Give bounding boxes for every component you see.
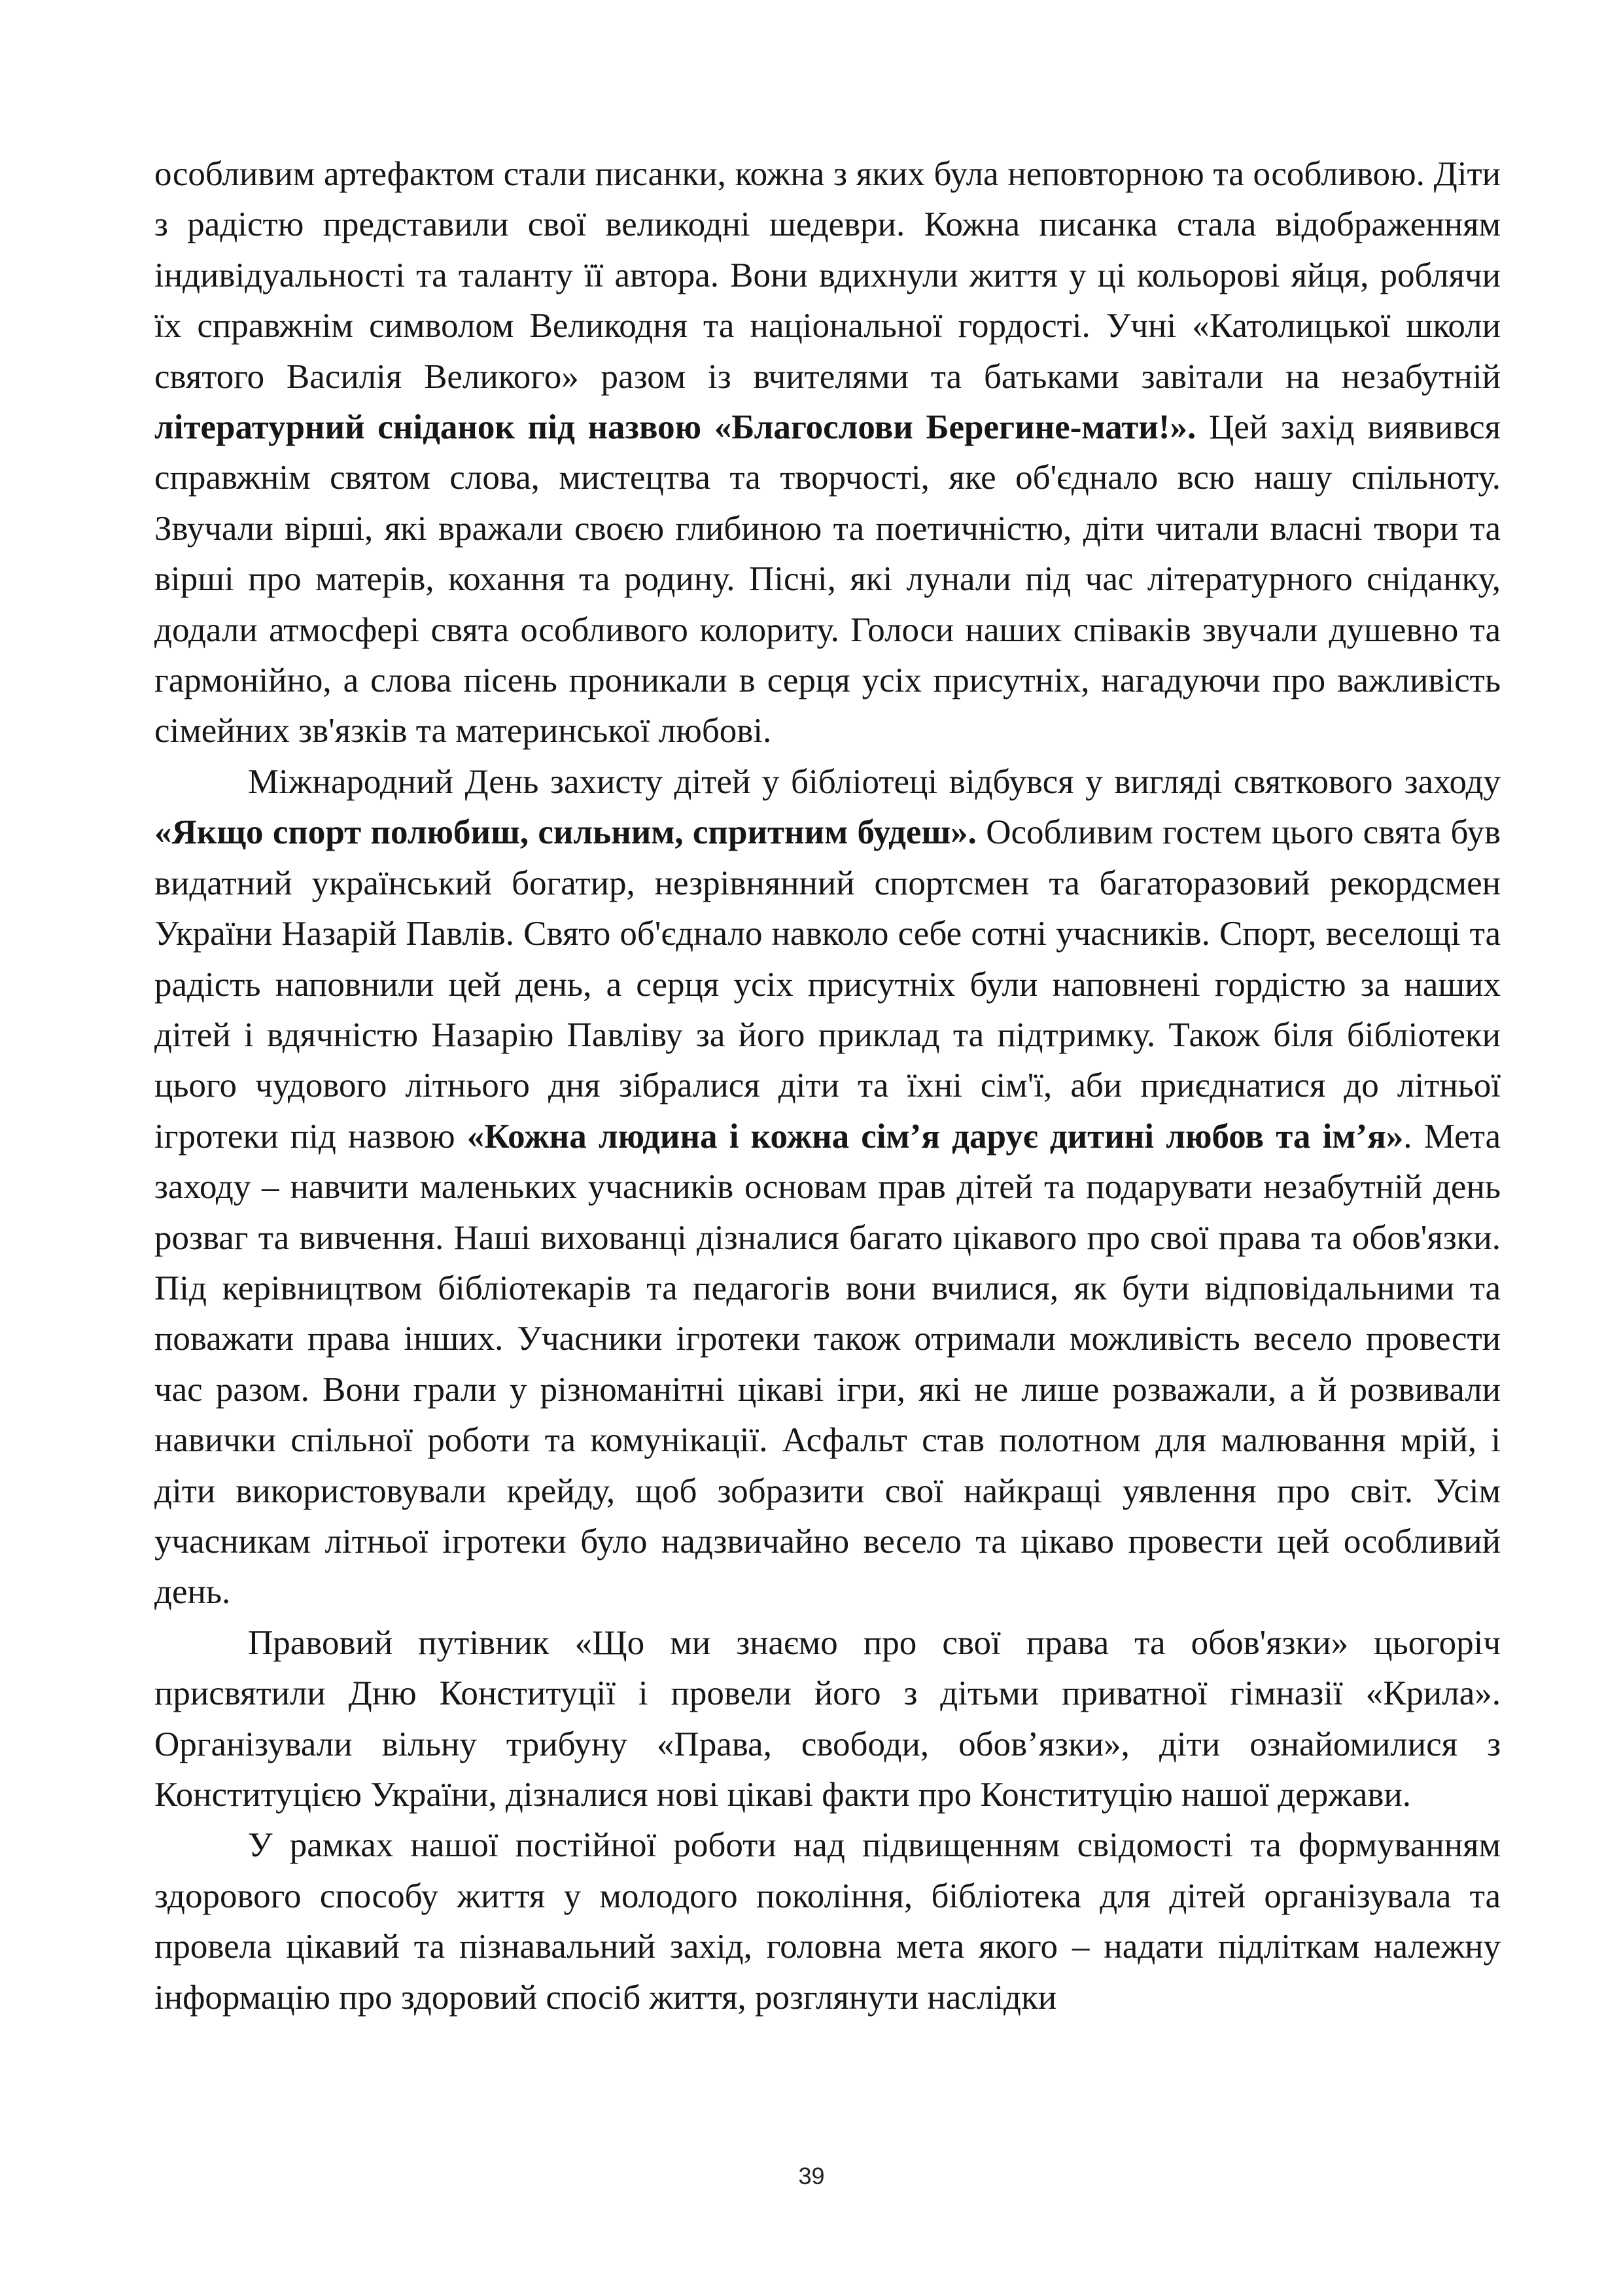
document-body [154,149,1501,2023]
bold-title-run: «Якщо спорт полюбиш, сильним, спритним будеш». [154,813,977,852]
text-run: Цей захід виявився справжнім святом слова, мистецтва та творчості, яке об'єднало всю нашу спільноту. Звучали вірші, які вражали своєю глибиною та поетичністю, діти читали власні твори та вірші про матерів, кохання та родину. Пісні, які лунали під час літературного сніданку, додали атмосфері свята особливого колориту. Голоси наших співаків звучали душевно та гармонійно, а слова пісень проникали в серця усіх присутніх, нагадуючи про важливість сімейних зв'язків та материнської любові. [154,408,1501,751]
text-run: Міжнародний День захисту дітей у бібліотеці відбувся у вигляді святкового заходу [248,762,1501,801]
paragraph [154,1618,1501,1821]
text-run: У рамках нашої постійної роботи над підвищенням свідомості та формуванням здорового способу життя у молодого покоління, бібліотека для дітей організувала та провела цікавий та пізнавальний захід, головна мета якого – надати підліткам належну інформацію про здоровий спосіб життя, розглянути наслідки [154,1826,1501,2017]
paragraph [154,149,1501,757]
text-run: Особливим гостем цього свята був видатний український богатир, незрівнянний спортсмен та багаторазовий рекордсмен України Назарій Павлів. Свято об'єднало навколо себе сотні учасників. Спорт, веселощі та радість наповнили цей день, а серця усіх присутніх були наповнені гордістю за наших дітей і вдячністю Назарію Павліву за його приклад та підтримку. Також біля бібліотеки цього чудового літнього дня зібралися діти та їхні сім'ї, аби приєднатися до літньої ігротеки під назвою [154,813,1501,1156]
text-run: особливим артефактом стали писанки, кожна з яких була неповторною та особливою. Діти з радістю представили свої великодні шедеври. Кожна писанка стала відображенням індивідуальності та таланту її автора. Вони вдихнули життя у ці кольорові яйця, роблячи їх справжнім символом Великодня та національної гордості. Учні «Католицької школи святого Василія Великого» разом із вчителями та батьками завітали на незабутній [154,155,1501,396]
text-run: Правовий путівник «Що ми знаємо про свої права та обов'язки» цьогоріч присвятили Дню Конституції і провели його з дітьми приватної гімназії «Крила». Організували вільну трибуну «Права, свободи, обов’язки», діти ознайомилися з Конституцією України, дізналися нові цікаві факти про Конституцію нашої держави. [154,1623,1501,1814]
bold-title-run: літературний сніданок під назвою «Благослови Берегине-мати!». [154,408,1196,447]
page-number: 39 [798,2163,825,2189]
paragraph [154,757,1501,1618]
paragraph [154,1820,1501,2023]
bold-title-run: «Кожна людина і кожна сім’я дарує дитині любов та ім’я» [466,1117,1404,1156]
text-run: . Мета заходу – навчити маленьких учасників основам прав дітей та подарувати незабутній день розваг та вивчення. Наші вихованці дізналися багато цікавого про свої права та обов'язки. Під керівництвом бібліотекарів та педагогів вони вчилися, як бути відповідальними та поважати права інших. Учасники ігротеки також отримали можливість весело провести час разом. Вони грали у різноманітні цікаві ігри, які не лише розважали, а й розвивали навички спільної роботи та комунікації. Асфальт став полотном для малювання мрій, і діти використовували крейду, щоб зобразити свої найкращі уявлення про світ. Усім учасникам літньої ігротеки було надзвичайно весело та цікаво провести цей особливий день. [154,1117,1501,1612]
